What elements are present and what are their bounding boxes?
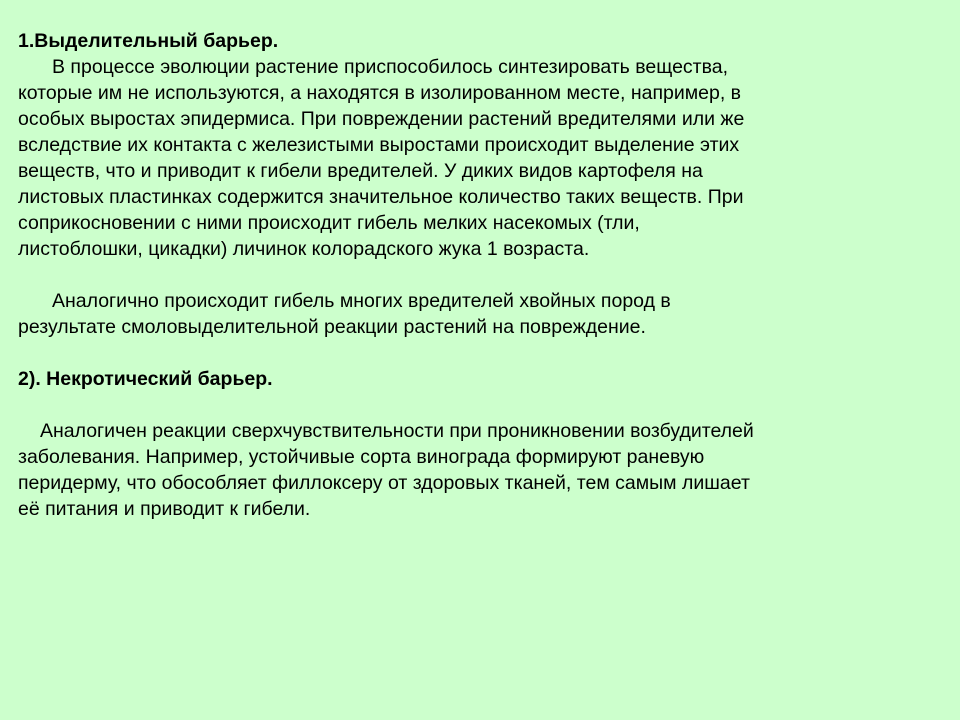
text-line: соприкосновении с ними происходит гибель мелких насекомых (тли, [18, 212, 640, 234]
spacer [18, 340, 944, 366]
text-line: её питания и приводит к гибели. [18, 498, 311, 520]
text-line: листовых пластинках содержится значительное количество таких веществ. При [18, 186, 744, 208]
text-line: которые им не используются, а находятся в изолированном месте, например, в [18, 82, 742, 104]
text-line: В процессе эволюции растение приспособилось синтезировать вещества, [52, 56, 728, 78]
text-line: веществ, что и приводит к гибели вредителей. У диких видов картофеля на [18, 160, 703, 182]
text-line: заболевания. Например, устойчивые сорта винограда формируют раневую [18, 446, 705, 468]
text-line: Аналогичен реакции сверхчувствительности при проникновении возбудителей [40, 420, 754, 442]
section-2-paragraph [18, 418, 944, 522]
text-line: листоблошки, цикадки) личинок колорадского жука 1 возраста. [18, 238, 590, 260]
section-2-heading: 2). Некротический барьер. [18, 368, 273, 390]
spacer [18, 262, 944, 288]
section-1-paragraph-2 [18, 288, 944, 340]
text-line: Аналогично происходит гибель многих вредителей хвойных пород в [52, 290, 671, 312]
text-line: особых выростах эпидермиса. При повреждении растений вредителями или же [18, 108, 745, 130]
text-line: вследствие их контакта с железистыми выростами происходит выделение этих [18, 134, 740, 156]
spacer [18, 392, 944, 418]
text-line: перидерму, что обособляет филлоксеру от здоровых тканей, тем самым лишает [18, 472, 750, 494]
section-1-heading: 1.Выделительный барьер. [18, 30, 279, 52]
section-1-paragraph-1 [18, 54, 944, 262]
text-line: результате смоловыделительной реакции растений на повреждение. [18, 316, 646, 338]
